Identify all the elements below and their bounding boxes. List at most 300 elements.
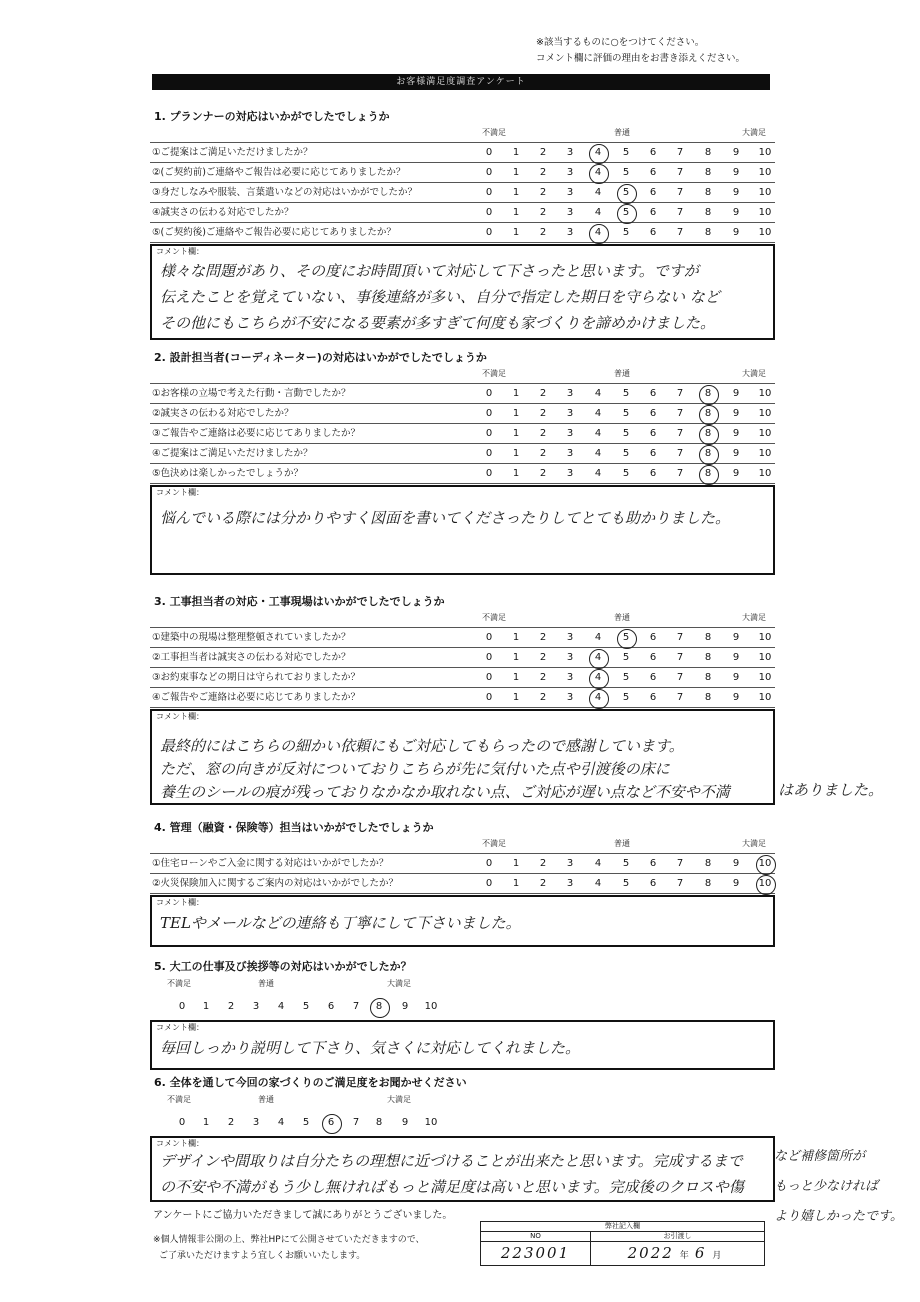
rating-option: 3 (566, 652, 574, 663)
rating-option: 3 (566, 448, 574, 459)
rating-scale (150, 997, 450, 1016)
rating-option: 8 (375, 1117, 383, 1128)
rating-option: 5 (622, 468, 630, 479)
question-text: ①住宅ローンやご入金に関する対応はいかがでしたか？ (152, 858, 389, 869)
rating-option: 4 (594, 408, 602, 419)
rating-option: 5 (302, 1117, 310, 1128)
comment-line: 悩んでいる際には分かりやすく図面を書いてくださったりしてとても助かりました。 (160, 509, 731, 527)
question-text: ②工事担当者は誠実さの伝わる対応でしたか？ (152, 652, 351, 663)
rating-option: 6 (649, 408, 657, 419)
scale-label-mid: 普通 (614, 369, 630, 378)
rating-option: 8 (704, 207, 712, 218)
year-unit: 年 (679, 1251, 689, 1261)
question-row (150, 143, 775, 163)
comment-margin-line: より嬉しかったです。 (774, 1209, 903, 1224)
question-text: ③身だしなみや服装、言葉遣いなどの対応はいかがでしたか？ (152, 187, 418, 198)
rating-option: 9 (732, 692, 740, 703)
rating-option: 7 (676, 858, 684, 869)
rating-option: 2 (539, 672, 547, 683)
comment-handwriting (160, 910, 767, 936)
rating-option: 6 (649, 672, 657, 683)
question-row (150, 648, 775, 668)
rating-option: 1 (512, 858, 520, 869)
rating-option: 4 (594, 428, 602, 439)
rating-option: 0 (178, 1001, 186, 1012)
rating-option: 1 (512, 408, 520, 419)
comment-label: コメント欄： (156, 898, 204, 907)
rating-option: 10 (424, 1117, 438, 1128)
instructions (536, 35, 745, 67)
question-text: ④ご提案はご満足いただけましたか？ (152, 448, 313, 459)
scale-labels (150, 368, 775, 380)
comment-line: ただ、窓の向きが反対についておりこちらが先に気付いた点や引渡後の床に (160, 760, 670, 778)
comment-margin-line: もっと少なければ (774, 1179, 879, 1194)
rating-option: 9 (732, 652, 740, 663)
rating-option: 1 (512, 632, 520, 643)
rating-option: 1 (512, 692, 520, 703)
rating-option: 0 (485, 448, 493, 459)
rating-option: 7 (676, 878, 684, 889)
selected-rating: 4 (588, 688, 608, 707)
question-row (150, 444, 775, 464)
comment-line: デザインや間取りは自分たちの理想に近づけることが出来たと思います。完成するまで (160, 1152, 743, 1170)
rating-option: 1 (512, 468, 520, 479)
rating-option: 3 (566, 428, 574, 439)
question-row (150, 628, 775, 648)
rating-option: 10 (758, 408, 772, 419)
rating-option: 9 (732, 147, 740, 158)
rating-option: 1 (512, 878, 520, 889)
rating-option: 5 (622, 652, 630, 663)
rating-option: 1 (512, 428, 520, 439)
rating-option: 9 (732, 858, 740, 869)
rating-option: 8 (704, 227, 712, 238)
survey-title-bar (152, 74, 770, 90)
rating-option: 4 (594, 207, 602, 218)
selected-rating: 6 (321, 1113, 341, 1132)
selected-rating: 4 (588, 143, 608, 162)
rating-option: 0 (178, 1117, 186, 1128)
rating-option: 9 (732, 672, 740, 683)
rating-option: 6 (649, 692, 657, 703)
rating-option: 2 (539, 448, 547, 459)
rating-option: 7 (676, 408, 684, 419)
rating-option: 8 (704, 147, 712, 158)
rating-option: 8 (704, 652, 712, 663)
rating-option: 8 (704, 167, 712, 178)
rating-option: 7 (676, 207, 684, 218)
comment-box (150, 895, 775, 947)
rating-option: 6 (649, 167, 657, 178)
rating-option: 6 (649, 858, 657, 869)
survey-title: お客様満足度調査アンケート (396, 77, 526, 87)
question-table (150, 627, 775, 708)
rating-option: 5 (622, 878, 630, 889)
rating-option: 2 (539, 468, 547, 479)
rating-option: 5 (622, 692, 630, 703)
scale-label-low: 不満足 (482, 128, 506, 137)
privacy-notice: ※個人情報非公開の上、弊社HPにて公開させていただきますので、 (153, 1235, 425, 1245)
comment-line: の不安や不満がもう少し無ければもっと満足度は高いと思います。完成後のクロスや傷 (160, 1178, 744, 1196)
rating-option: 6 (649, 227, 657, 238)
rating-option: 5 (622, 147, 630, 158)
question-row (150, 404, 775, 424)
selected-rating: 5 (616, 183, 636, 202)
rating-option: 4 (277, 1001, 285, 1012)
rating-option: 7 (352, 1117, 360, 1128)
question-row (150, 183, 775, 203)
selected-rating: 8 (369, 997, 389, 1016)
question-text: ②(ご契約前)ご連絡やご報告は必要に応じてありましたか？ (152, 167, 406, 178)
rating-option: 9 (401, 1001, 409, 1012)
rating-option: 1 (202, 1001, 210, 1012)
rating-option: 2 (539, 652, 547, 663)
question-row (150, 854, 775, 874)
rating-option: 1 (512, 187, 520, 198)
comment-box (150, 1136, 775, 1202)
scale-label-low: 不満足 (482, 613, 506, 622)
rating-option: 9 (732, 878, 740, 889)
rating-option: 5 (622, 227, 630, 238)
rating-option: 4 (594, 468, 602, 479)
rating-option: 3 (566, 388, 574, 399)
instruction-line: コメント欄に評価の理由をお書き添えください。 (536, 53, 746, 64)
comment-margin-line: など補修箇所が (774, 1149, 866, 1164)
rating-option: 4 (277, 1117, 285, 1128)
question-table (150, 142, 775, 243)
rating-option: 9 (732, 468, 740, 479)
rating-option: 9 (401, 1117, 409, 1128)
rating-option: 3 (566, 207, 574, 218)
rating-option: 10 (758, 187, 772, 198)
rating-option: 3 (566, 408, 574, 419)
rating-option: 7 (676, 428, 684, 439)
comment-handwriting (160, 505, 767, 531)
selected-rating: 8 (698, 404, 718, 423)
scale-labels (150, 127, 775, 139)
rating-option: 6 (649, 448, 657, 459)
question-table (150, 853, 775, 894)
rating-option: 2 (539, 878, 547, 889)
scale-label-high: 大満足 (742, 128, 766, 137)
number-value: 223001 (481, 1242, 591, 1265)
rating-option: 10 (758, 672, 772, 683)
rating-option: 4 (594, 858, 602, 869)
number-label: NO (481, 1232, 591, 1241)
rating-option: 6 (649, 207, 657, 218)
question-text: ④ご報告やご連絡は必要に応じてありましたか？ (152, 692, 361, 703)
scale-label-low: 不満足 (167, 979, 191, 988)
rating-option: 0 (485, 207, 493, 218)
question-text: ④誠実さの伝わる対応でしたか？ (152, 207, 294, 218)
rating-option: 9 (732, 388, 740, 399)
rating-option: 10 (758, 207, 772, 218)
rating-option: 4 (594, 187, 602, 198)
scale-label-low: 不満足 (482, 369, 506, 378)
selected-rating: 4 (588, 668, 608, 687)
rating-option: 0 (485, 632, 493, 643)
selected-rating: 10 (755, 854, 775, 873)
rating-option: 6 (649, 878, 657, 889)
rating-option: 0 (485, 428, 493, 439)
rating-option: 8 (704, 632, 712, 643)
rating-option: 1 (512, 207, 520, 218)
rating-option: 3 (566, 227, 574, 238)
scale-label-mid: 普通 (614, 839, 630, 848)
rating-option: 7 (676, 692, 684, 703)
selected-rating: 8 (698, 384, 718, 403)
rating-option: 10 (758, 227, 772, 238)
rating-option: 10 (758, 167, 772, 178)
rating-option: 5 (622, 672, 630, 683)
rating-option: 1 (512, 652, 520, 663)
scale-label-mid: 普通 (614, 128, 630, 137)
rating-option: 1 (512, 227, 520, 238)
rating-option: 8 (704, 692, 712, 703)
section-title: 1. プランナーの対応はいかがでしたでしょうか (154, 110, 390, 123)
rating-option: 1 (202, 1117, 210, 1128)
selected-rating: 4 (588, 223, 608, 242)
comment-label: コメント欄： (156, 712, 204, 721)
section-title: 4. 管理（融資・保険等）担当はいかがでしたでしょうか (154, 821, 434, 834)
scale-labels (150, 978, 775, 990)
selected-rating: 4 (588, 648, 608, 667)
rating-option: 7 (352, 1001, 360, 1012)
rating-option: 8 (704, 672, 712, 683)
rating-option: 9 (732, 227, 740, 238)
question-table (150, 383, 775, 484)
rating-option: 9 (732, 187, 740, 198)
rating-option: 9 (732, 167, 740, 178)
rating-option: 6 (649, 428, 657, 439)
rating-option: 5 (622, 858, 630, 869)
comment-line: 毎回しっかり説明して下さり、気さくに対応してくれました。 (160, 1039, 581, 1057)
instruction-line: ※該当するものに○をつけてください。 (536, 37, 705, 48)
comment-line: その他にもこちらが不安になる要素が多すぎて何度も家づくりを諦めかけました。 (160, 314, 716, 332)
rating-option: 3 (566, 167, 574, 178)
rating-option: 7 (676, 147, 684, 158)
rating-option: 2 (539, 408, 547, 419)
handover-date (591, 1242, 764, 1265)
question-row (150, 668, 775, 688)
month-unit: 月 (712, 1251, 722, 1261)
comment-line: 伝えたことを覚えていない、事後連絡が多い、自分で指定した期日を守らない など (160, 288, 720, 306)
scale-labels (150, 1094, 775, 1106)
rating-option: 2 (539, 187, 547, 198)
rating-option: 5 (622, 448, 630, 459)
scale-labels (150, 838, 775, 850)
comment-line: 最終的にはこちらの細かい依頼にもご対応してもらったので感謝しています。 (160, 737, 684, 755)
rating-option: 9 (732, 632, 740, 643)
rating-option: 9 (732, 448, 740, 459)
selected-rating: 8 (698, 464, 718, 483)
question-row (150, 163, 775, 183)
scale-label-high: 大満足 (742, 839, 766, 848)
scale-label-high: 大満足 (742, 613, 766, 622)
rating-option: 10 (758, 468, 772, 479)
question-text: ③お約束事などの期日は守られておりましたか？ (152, 672, 361, 683)
rating-option: 4 (594, 388, 602, 399)
rating-option: 6 (649, 147, 657, 158)
scale-label-mid: 普通 (258, 979, 274, 988)
rating-option: 10 (758, 147, 772, 158)
rating-option: 7 (676, 167, 684, 178)
comment-handwriting (160, 1148, 767, 1200)
rating-option: 6 (649, 187, 657, 198)
rating-option: 7 (676, 468, 684, 479)
rating-option: 6 (649, 468, 657, 479)
rating-option: 5 (622, 167, 630, 178)
rating-option: 10 (758, 632, 772, 643)
rating-option: 5 (622, 388, 630, 399)
rating-option: 2 (539, 388, 547, 399)
rating-option: 2 (539, 207, 547, 218)
rating-option: 4 (594, 448, 602, 459)
office-use-labels (481, 1232, 764, 1242)
rating-option: 3 (566, 147, 574, 158)
rating-option: 7 (676, 652, 684, 663)
rating-option: 9 (732, 428, 740, 439)
rating-option: 0 (485, 388, 493, 399)
rating-option: 8 (704, 858, 712, 869)
rating-option: 2 (227, 1001, 235, 1012)
comment-box (150, 244, 775, 340)
comment-line: 様々な問題があり、その度にお時間頂いて対応して下さったと思います。ですが (160, 262, 699, 280)
rating-option: 3 (566, 632, 574, 643)
comment-box (150, 485, 775, 575)
handover-year: 2022 (627, 1244, 674, 1262)
rating-option: 2 (539, 428, 547, 439)
rating-option: 2 (227, 1117, 235, 1128)
rating-option: 9 (732, 408, 740, 419)
rating-scale (150, 1113, 450, 1132)
rating-option: 3 (566, 692, 574, 703)
rating-option: 5 (622, 428, 630, 439)
rating-option: 7 (676, 448, 684, 459)
comment-handwriting (160, 735, 767, 804)
rating-option: 0 (485, 468, 493, 479)
question-text: ⑤色決めは楽しかったでしょうか？ (152, 468, 304, 479)
rating-option: 10 (758, 428, 772, 439)
section-title: 5. 大工の仕事及び挨拶等の対応はいかがでしたか？ (154, 960, 412, 973)
comment-box (150, 709, 775, 805)
rating-option: 7 (676, 187, 684, 198)
question-row (150, 874, 775, 894)
scale-label-low: 不満足 (482, 839, 506, 848)
question-text: ⑤(ご契約後)ご連絡やご報告必要に応じてありましたか？ (152, 227, 396, 238)
rating-option: 1 (512, 147, 520, 158)
rating-option: 7 (676, 388, 684, 399)
rating-option: 2 (539, 167, 547, 178)
comment-line: 養生のシールの痕が残っておりなかなか取れない点、ご対応が遅い点など不安や不満 (160, 783, 730, 801)
scale-label-low: 不満足 (167, 1095, 191, 1104)
comment-margin-note (778, 779, 883, 802)
rating-option: 2 (539, 858, 547, 869)
rating-option: 3 (566, 187, 574, 198)
rating-option: 0 (485, 167, 493, 178)
handover-month: 6 (694, 1244, 707, 1262)
rating-option: 1 (512, 167, 520, 178)
selected-rating: 4 (588, 163, 608, 182)
rating-option: 6 (649, 652, 657, 663)
question-row (150, 464, 775, 484)
thanks-text: アンケートにご協力いただきまして誠にありがとうございました。 (153, 1210, 453, 1221)
rating-option: 0 (485, 652, 493, 663)
question-text: ①建築中の現場は整理整頓されていましたか？ (152, 632, 351, 643)
rating-option: 3 (252, 1117, 260, 1128)
comment-margin-note (774, 1142, 903, 1232)
scale-label-high: 大満足 (742, 369, 766, 378)
comment-label: コメント欄： (156, 1139, 204, 1148)
question-text: ③ご報告やご連絡は必要に応じてありましたか？ (152, 428, 361, 439)
comment-label: コメント欄： (156, 247, 204, 256)
section-title: 3. 工事担当者の対応・工事現場はいかがでしたでしょうか (154, 595, 445, 608)
rating-option: 7 (676, 227, 684, 238)
scale-label-high: 大満足 (387, 1095, 411, 1104)
question-row (150, 688, 775, 708)
rating-option: 10 (758, 692, 772, 703)
rating-option: 2 (539, 692, 547, 703)
rating-option: 0 (485, 408, 493, 419)
rating-option: 7 (676, 632, 684, 643)
comment-line: TELやメールなどの連絡も丁寧にして下さいました。 (160, 914, 521, 932)
rating-option: 1 (512, 672, 520, 683)
comment-box (150, 1020, 775, 1070)
rating-option: 1 (512, 388, 520, 399)
office-use-box (480, 1221, 765, 1266)
rating-option: 0 (485, 187, 493, 198)
comment-handwriting (160, 258, 767, 336)
rating-option: 5 (302, 1001, 310, 1012)
scale-label-mid: 普通 (258, 1095, 274, 1104)
rating-option: 5 (622, 408, 630, 419)
rating-option: 1 (512, 448, 520, 459)
rating-option: 6 (649, 388, 657, 399)
rating-option: 2 (539, 632, 547, 643)
rating-option: 10 (758, 652, 772, 663)
question-row (150, 203, 775, 223)
handover-label: お引渡し (663, 1232, 692, 1240)
selected-rating: 5 (616, 203, 636, 222)
rating-option: 0 (485, 878, 493, 889)
rating-option: 3 (252, 1001, 260, 1012)
selected-rating: 5 (616, 628, 636, 647)
rating-option: 6 (327, 1001, 335, 1012)
rating-option: 8 (704, 187, 712, 198)
rating-option: 10 (424, 1001, 438, 1012)
selected-rating: 10 (755, 874, 775, 893)
office-use-values (481, 1242, 764, 1265)
rating-option: 3 (566, 468, 574, 479)
scale-label-high: 大満足 (387, 979, 411, 988)
scale-label-mid: 普通 (614, 613, 630, 622)
question-text: ①お客様の立場で考えた行動・言動でしたか？ (152, 388, 351, 399)
rating-option: 0 (485, 692, 493, 703)
rating-option: 4 (594, 632, 602, 643)
rating-option: 10 (758, 448, 772, 459)
rating-option: 3 (566, 878, 574, 889)
rating-option: 3 (566, 858, 574, 869)
question-row (150, 384, 775, 404)
comment-handwriting (160, 1035, 767, 1061)
rating-option: 6 (649, 632, 657, 643)
comment-label: コメント欄： (156, 488, 204, 497)
selected-rating: 8 (698, 424, 718, 443)
scale-labels (150, 612, 775, 624)
rating-option: 0 (485, 227, 493, 238)
rating-option: 9 (732, 207, 740, 218)
privacy-notice: ご了承いただけますよう宜しくお願いいたします。 (159, 1251, 366, 1261)
